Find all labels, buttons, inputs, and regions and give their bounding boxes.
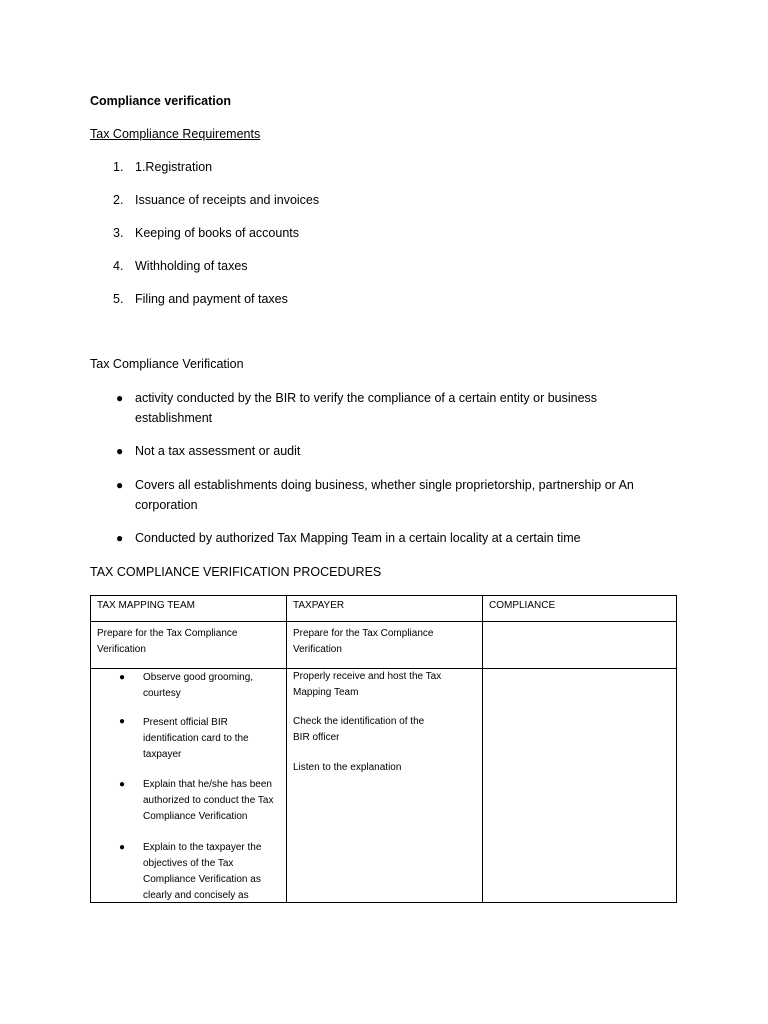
bullet-text: activity conducted by the BIR to verify the compliance of a certain entity or business establishment — [135, 391, 598, 425]
list-number: 1. — [113, 160, 124, 174]
list-text: Filing and payment of taxes — [135, 292, 288, 306]
table-divider — [482, 596, 483, 902]
page-heading: Compliance verification — [90, 94, 232, 108]
bullet-icon: ● — [119, 716, 126, 727]
bullet-text: Not a tax assessment or audit — [135, 444, 301, 458]
list-number: 3. — [113, 226, 124, 240]
table-cell-taxpayer: Prepare for the Tax Compliance Verification — [293, 628, 434, 655]
list-text: Withholding of taxes — [135, 259, 248, 273]
verification-title: Tax Compliance Verification — [90, 357, 244, 371]
list-number: 4. — [113, 259, 124, 273]
table-cell-taxpayer-line: Check the identification of the BIR officer — [293, 716, 425, 743]
bullet-icon: ● — [119, 672, 126, 683]
table-cell-team: Prepare for the Tax Compliance Verification — [97, 628, 238, 655]
bullet-text: Covers all establishments doing business, whether single proprietorship, partnership or An corporation — [135, 478, 634, 512]
table-bullet-text: Present official BIR identification card to the taxpayer — [143, 717, 249, 760]
table-divider — [286, 596, 287, 902]
requirements-title: Tax Compliance Requirements — [90, 127, 261, 141]
table-bullet-text: Observe good grooming, courtesy — [143, 672, 254, 699]
list-text: 1.Registration — [135, 160, 213, 174]
list-number: 2. — [113, 193, 124, 207]
table-cell-taxpayer-line: Properly receive and host the Tax Mapping Team — [293, 671, 442, 698]
bullet-icon: ● — [116, 478, 124, 492]
bullet-icon: ● — [116, 444, 124, 458]
procedures-table — [90, 595, 677, 903]
bullet-text: Conducted by authorized Tax Mapping Team in a certain locality at a certain time — [135, 531, 581, 545]
bullet-icon: ● — [116, 531, 124, 545]
table-header-compliance: COMPLIANCE — [489, 600, 556, 611]
table-header-team: TAX MAPPING TEAM — [97, 600, 195, 611]
table-cell-taxpayer-line: Listen to the explanation — [293, 762, 402, 773]
table-bullet-text: Explain to the taxpayer the objectives of the Tax Compliance Verification as clearly and concisely as — [143, 842, 262, 901]
bullet-icon: ● — [116, 391, 124, 405]
table-header-taxpayer: TAXPAYER — [293, 600, 345, 611]
table-bullet-text: Explain that he/she has been authorized to conduct the Tax Compliance Verification — [143, 779, 274, 822]
list-text: Keeping of books of accounts — [135, 226, 300, 240]
bullet-icon: ● — [119, 779, 126, 790]
table-divider — [91, 621, 676, 622]
list-number: 5. — [113, 292, 124, 306]
list-text: Issuance of receipts and invoices — [135, 193, 320, 207]
procedures-title: TAX COMPLIANCE VERIFICATION PROCEDURES — [90, 565, 382, 579]
bullet-icon: ● — [119, 842, 126, 853]
